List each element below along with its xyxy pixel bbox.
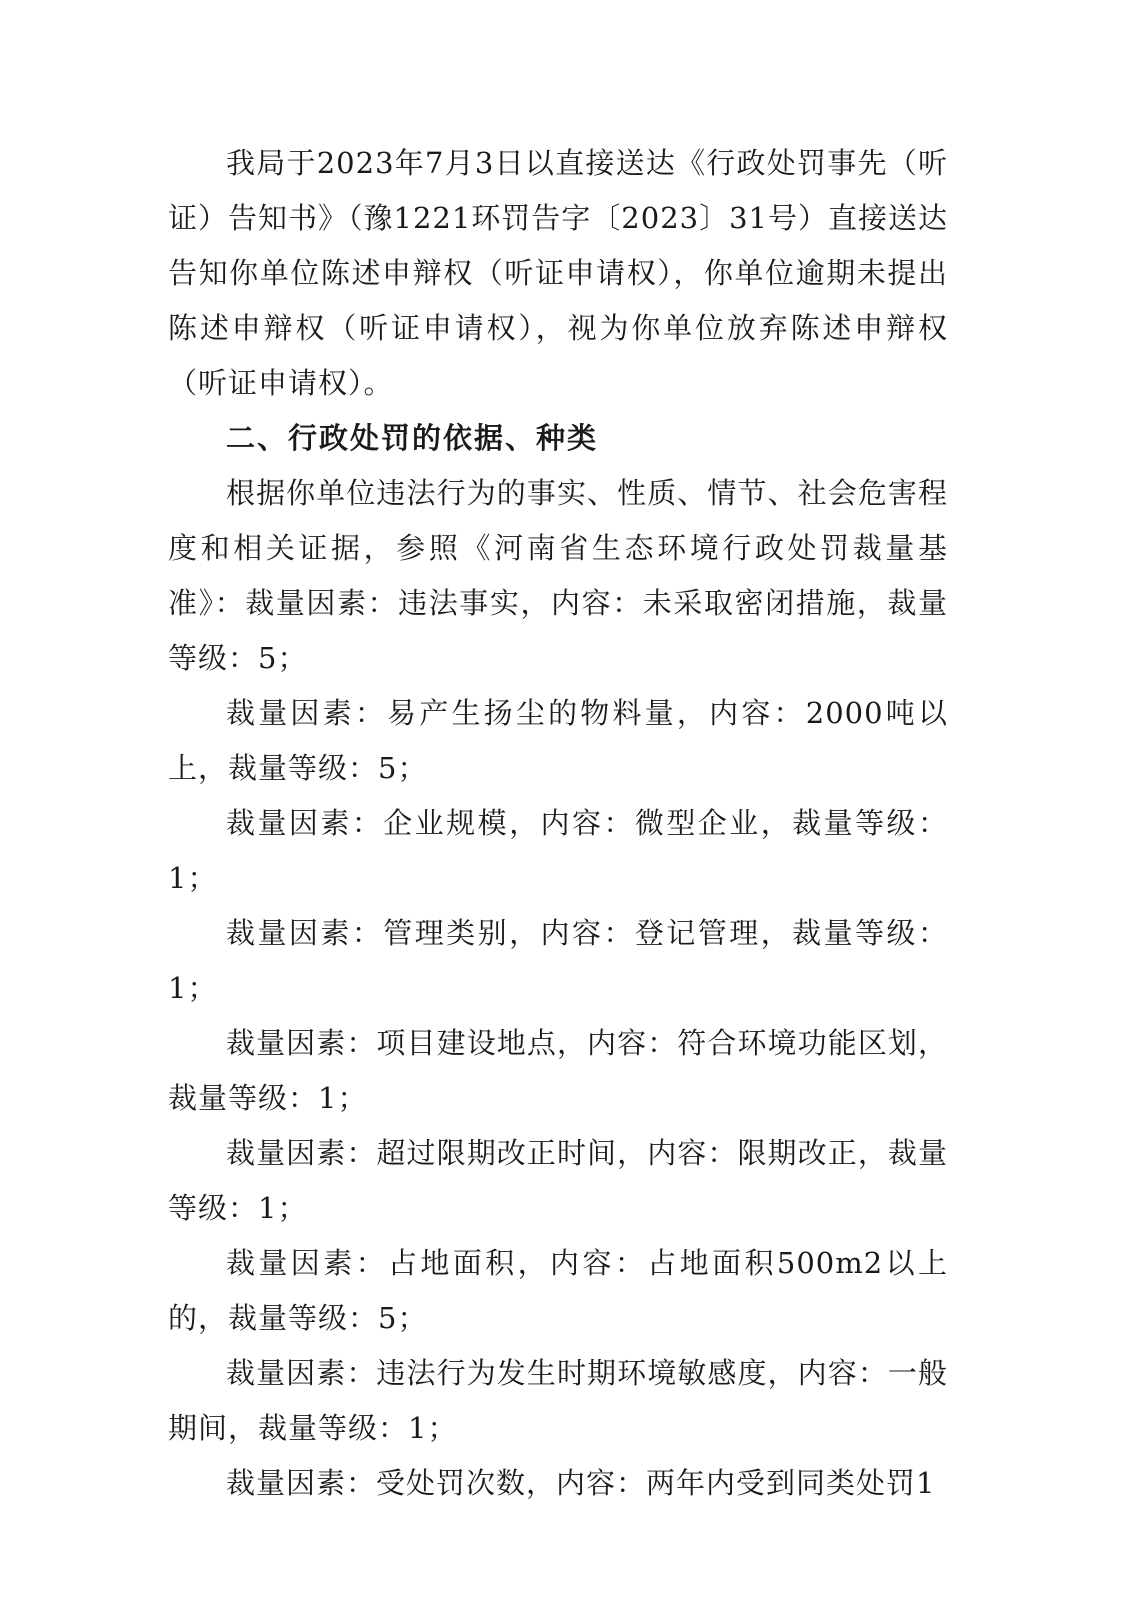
paragraph-factor-penalties: 裁量因素：受处罚次数，内容：两年内受到同类处罚1	[226, 1466, 936, 1500]
paragraph-factor-management: 裁量因素：管理类别，内容：登记管理，裁量等级：1；	[168, 916, 948, 1005]
section-heading: 二、行政处罚的依据、种类	[226, 421, 599, 455]
paragraph-factor-scale: 裁量因素：企业规模，内容：微型企业，裁量等级：1；	[168, 806, 948, 895]
document-body	[168, 136, 948, 1511]
paragraph-factor-deadline: 裁量因素：超过限期改正时间，内容：限期改正，裁量等级：1；	[168, 1136, 948, 1225]
paragraph-basis: 根据你单位违法行为的事实、性质、情节、社会危害程度和相关证据，参照《河南省生态环境行政处罚裁量基准》：裁量因素：违法事实，内容：未采取密闭措施，裁量等级：5；	[168, 476, 948, 675]
paragraph-factor-location: 裁量因素：项目建设地点，内容：符合环境功能区划，裁量等级：1；	[168, 1026, 948, 1115]
paragraph-factor-sensitivity: 裁量因素：违法行为发生时期环境敏感度，内容：一般期间，裁量等级：1；	[168, 1356, 948, 1445]
paragraph-factor-area: 裁量因素：占地面积，内容：占地面积500m2以上的，裁量等级：5；	[168, 1246, 948, 1335]
paragraph-notification: 我局于2023年7月3日以直接送达《行政处罚事先（听证）告知书》（豫1221环罚告字〔2023〕31号）直接送达告知你单位陈述申辩权（听证申请权），你单位逾期未提出陈述申辩权（听证申请权），视为你单位放弃陈述申辩权（听证申请权）。	[168, 146, 949, 400]
paragraph-factor-material: 裁量因素：易产生扬尘的物料量，内容：2000吨以上，裁量等级：5；	[168, 696, 948, 785]
